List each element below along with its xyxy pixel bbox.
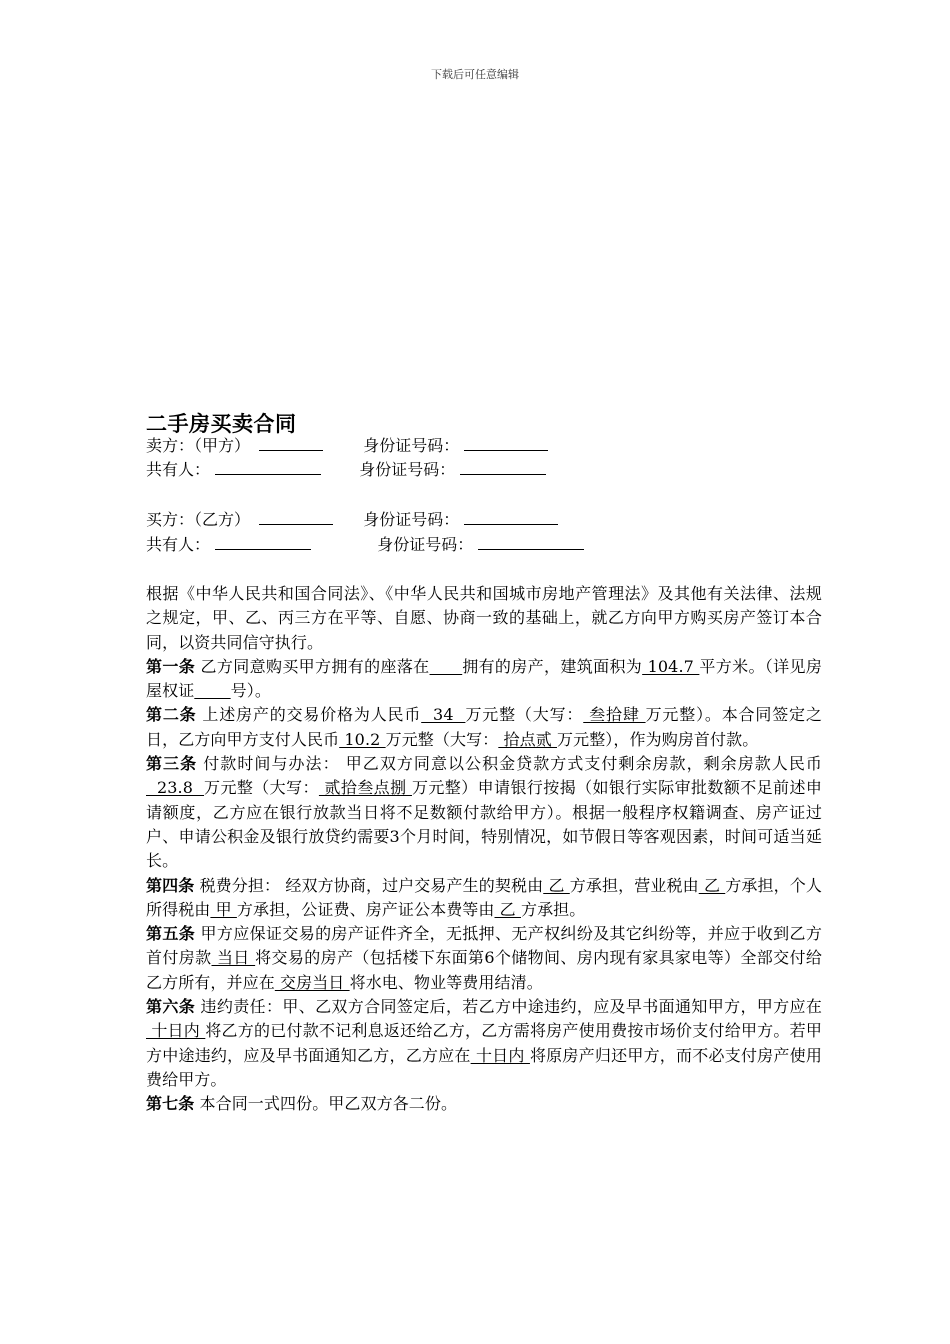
article-4-text: 方承担。 xyxy=(520,899,586,919)
fill-remaining-words: 贰拾叁点捌 xyxy=(318,778,412,798)
article-6-title: 第六条 xyxy=(146,997,196,1017)
fill-return-days: 十日内 xyxy=(470,1045,530,1065)
article-3-text: 万元整（大写： xyxy=(204,778,319,798)
fill-down-payment-words: 拾点贰 xyxy=(498,729,557,749)
article-2-text: 万元整（大写： xyxy=(465,705,584,725)
buyer-name-blank xyxy=(259,509,333,525)
article-6-text: 违约责任：甲、乙双方合同签定后，若乙方中途违约，应及早书面通知甲方，甲方应在 xyxy=(195,997,822,1017)
article-4 xyxy=(146,874,822,923)
fill-business-tax-party: 乙 xyxy=(698,875,726,895)
article-4-text: 方承担，营业税由 xyxy=(569,875,699,895)
article-5 xyxy=(146,922,822,995)
article-5-text: 将交易的房产（包括楼下东面第6个储物间、房内现有家具家电等）全部交付给乙方所有，并应在 xyxy=(146,948,822,992)
fill-location xyxy=(430,657,463,676)
article-3-title: 第三条 xyxy=(146,754,198,774)
seller-name-blank xyxy=(259,435,323,451)
article-5-text: 将水电、物业等费用结清。 xyxy=(349,972,543,992)
article-4-text: 方承担，个人所得税由 xyxy=(146,875,822,919)
article-1 xyxy=(146,655,822,704)
co-owner2-id-label: 身份证号码： xyxy=(377,535,474,554)
co-owner2-id-blank xyxy=(478,534,584,550)
co-owner1-label: 共有人： xyxy=(146,460,211,479)
co-owner2-name-blank xyxy=(215,534,311,550)
buyer-id-label: 身份证号码： xyxy=(363,510,460,529)
article-2-text: 上述房产的交易价格为人民币 xyxy=(196,705,422,725)
fill-certificate-no xyxy=(194,681,230,700)
seller-line xyxy=(146,434,548,458)
article-1-text: 乙方同意购买甲方拥有的座落在 xyxy=(195,656,430,676)
article-7-text: 本合同一式四份。甲乙双方各二份。 xyxy=(194,1094,458,1114)
fill-income-tax-party: 甲 xyxy=(210,899,237,919)
article-2-text: 万元整），作为购房首付款。 xyxy=(557,729,759,749)
article-2-title: 第二条 xyxy=(146,705,197,725)
article-4-title: 第四条 xyxy=(146,875,195,895)
seller-label: 卖方：（甲方） xyxy=(146,436,251,455)
fill-deed-tax-party: 乙 xyxy=(543,875,570,895)
seller-id-blank xyxy=(464,435,548,451)
article-1-text: 号）。 xyxy=(230,681,271,701)
fill-area: 104.7 xyxy=(642,656,700,676)
fill-remaining: 23.8 xyxy=(146,778,205,798)
article-6-text: 将乙方的已付款不记利息返还给乙方，乙方需将房产使用费按市场价支付给甲方。若甲方中途违约，应及早书面通知乙方，乙方应在 xyxy=(146,1021,822,1065)
co-owner1-name-blank xyxy=(215,459,321,475)
buyer-id-blank xyxy=(464,509,558,525)
article-3-text: 付款时间与办法： 甲乙双方同意以公积金贷款方式支付剩余房款，剩余房款人民币 xyxy=(197,754,822,774)
article-6-text: 将原房产归还甲方，而不必支付房产使用费给甲方。 xyxy=(146,1045,822,1089)
fill-price: 34 xyxy=(421,705,466,725)
document-title: 二手房买卖合同 xyxy=(146,412,297,436)
buyer-label: 买方：（乙方） xyxy=(146,510,251,529)
fill-handover-time: 当日 xyxy=(211,948,256,968)
page-header: 下载后可任意编辑 xyxy=(431,68,519,81)
article-6 xyxy=(146,995,822,1092)
intro-paragraph: 根据《中华人民共和国合同法》、《中华人民共和国城市房地产管理法》及其他有关法律、法规之规定，甲、乙、丙三方在平等、自愿、协商一致的基础上，就乙方向甲方购买房产签订本合同，以资共同信守执行。 xyxy=(146,584,822,652)
co-owner2-line xyxy=(146,533,584,557)
article-2-text: 万元整）。本合同签定之日，乙方向甲方支付人民币 xyxy=(146,705,822,749)
article-2 xyxy=(146,703,822,752)
article-7 xyxy=(146,1092,822,1116)
co-owner1-line xyxy=(146,458,546,482)
fill-settlement-time: 交房当日 xyxy=(274,972,350,992)
article-2-text: 万元整（大写： xyxy=(385,729,499,749)
co-owner1-id-label: 身份证号码： xyxy=(359,460,456,479)
article-1-text: 拥有的房产，建筑面积为 xyxy=(462,656,643,676)
buyer-line xyxy=(146,508,558,532)
article-3-text: 万元整）申请银行按揭（如银行实际审批数额不足前述申请额度，乙方应在银行放款当日将不足数额付款给甲方）。根据一般程序权籍调查、房产证过户、申请公积金及银行放贷约需要3个月时间，特别情况，如节假日等客观因素，时间可适当延长。 xyxy=(146,778,822,871)
article-5-title: 第五条 xyxy=(146,924,196,944)
article-5-text: 甲方应保证交易的房产证件齐全，无抵押、无产权纠纷及其它纠纷等，并应于收到乙方首付房款 xyxy=(146,924,822,968)
article-1-title: 第一条 xyxy=(146,656,196,676)
article-4-text: 方承担，公证费、房产证公本费等由 xyxy=(236,899,495,919)
article-1-text: 平方米。（详见房屋权证 xyxy=(146,656,822,701)
article-4-text: 税费分担： 经双方协商，过户交易产生的契税由 xyxy=(194,875,544,895)
co-owner1-id-blank xyxy=(460,459,546,475)
article-7-title: 第七条 xyxy=(146,1094,195,1114)
co-owner2-label: 共有人： xyxy=(146,535,211,554)
fill-refund-days: 十日内 xyxy=(146,1021,206,1041)
fill-price-words: 叁拾肆 xyxy=(583,705,646,725)
article-3 xyxy=(146,752,822,873)
fill-notary-fee-party: 乙 xyxy=(494,899,521,919)
fill-down-payment: 10.2 xyxy=(339,729,386,749)
contract-body xyxy=(146,582,822,1117)
seller-id-label: 身份证号码： xyxy=(363,436,460,455)
